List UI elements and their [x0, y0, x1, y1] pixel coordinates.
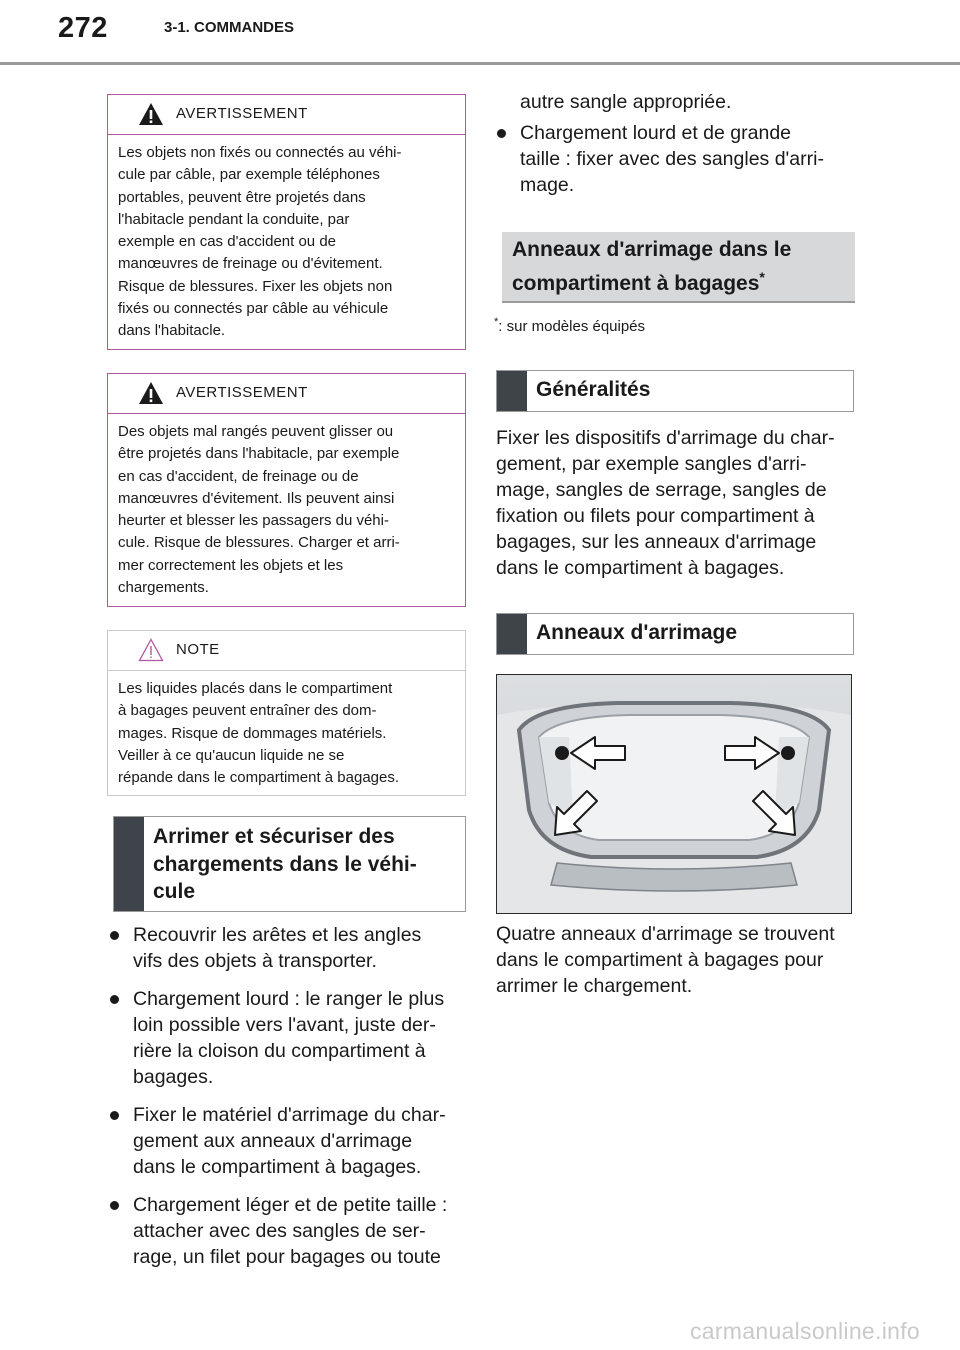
footnote: [494, 316, 645, 335]
text-line: Chargement léger et de petite taille :: [133, 1194, 448, 1216]
bullet-continuation: autre sangle appropriée.: [520, 91, 732, 113]
text-line: à bagages peuvent entraîner des dom-: [118, 702, 377, 720]
text-line: Chargement lourd : le ranger le plus: [133, 988, 445, 1010]
text-line: arrimer le chargement.: [496, 975, 693, 997]
text-line: loin possible vers l'avant, juste der-: [133, 1014, 436, 1036]
warning-box-header: [108, 95, 465, 135]
footnote-text: : sur modèles équipés: [498, 318, 646, 335]
text-line: bagages.: [133, 1066, 214, 1088]
page-number: 272: [58, 12, 108, 44]
text-line: vifs des objets à transporter.: [133, 950, 377, 972]
text-line: taille : fixer avec des sangles d'arri-: [520, 148, 824, 170]
securing-bullet-list-continued: [496, 120, 856, 210]
text-line: Risque de blessures. Fixer les objets non: [118, 277, 393, 295]
warning-text: [108, 135, 465, 343]
list-item: [109, 986, 469, 1090]
warning-triangle-icon: [138, 102, 164, 126]
list-item: [109, 922, 469, 974]
text-line: mage.: [520, 174, 575, 196]
text-line: dans le compartiment à bagages.: [496, 557, 785, 579]
text-line: cule par câble, par exemple téléphones: [118, 166, 380, 184]
text-line: Veiller à ce qu'aucun liquide ne se: [118, 746, 345, 764]
text-line: Fixer les dispositifs d'arrimage du char-: [496, 427, 835, 449]
text-line: manœuvres d'évitement. Ils peuvent ainsi: [118, 489, 395, 507]
warning-label: AVERTISSEMENT: [176, 384, 308, 401]
section-heading-lashing-rings: [496, 613, 854, 655]
text-line: chargements.: [118, 579, 209, 597]
site-watermark: carmanualsonline.info: [689, 1318, 920, 1344]
heading-line: [512, 264, 791, 298]
list-item: [109, 1192, 469, 1270]
text-line: bagages, sur les anneaux d'arrimage: [496, 531, 817, 553]
text-line: fixés ou connectés par câble au véhicule: [118, 300, 389, 318]
heading-line: cule: [153, 880, 196, 903]
rings-caption: [496, 921, 856, 999]
warning-box-2: [107, 373, 466, 607]
text-line: exemple en cas d'accident ou de: [118, 233, 337, 251]
text-line: Fixer le matériel d'arrimage du char-: [133, 1104, 446, 1126]
section-heading-secure-loads: [113, 816, 466, 912]
text-line: être projetés dans l'habitacle, par exemple: [118, 445, 400, 463]
header-divider: [0, 62, 960, 65]
note-label: NOTE: [176, 641, 220, 658]
text-line: gement, par exemple sangles d'arri-: [496, 453, 807, 475]
caution-outline-icon: [138, 638, 164, 662]
list-item: [109, 1102, 469, 1180]
text-line: Les liquides placés dans le compartiment: [118, 680, 393, 697]
text-line: gement aux anneaux d'arrimage: [133, 1130, 413, 1152]
lashing-ring-front-left: [555, 746, 569, 760]
text-line: dans l'habitacle.: [118, 322, 226, 340]
general-paragraph: [496, 425, 856, 581]
text-line: l'habitacle pendant la conduite, par: [118, 210, 350, 228]
note-box: [107, 630, 466, 796]
lashing-ring-front-right: [781, 746, 795, 760]
section-heading-trunk-rings: [502, 232, 855, 303]
text-line: Chargement lourd et de grande: [520, 122, 792, 144]
text-line: répande dans le compartiment à bagages.: [118, 769, 400, 787]
heading-text: [502, 232, 791, 301]
text-line: dans le compartiment à bagages pour: [496, 949, 824, 971]
text-line: rage, un filet pour bagages ou toute: [133, 1246, 441, 1268]
text-line: rière la cloison du compartiment à: [133, 1040, 426, 1062]
heading-text: [144, 817, 417, 911]
text-line: Recouvrir les arêtes et les angles: [133, 924, 422, 946]
note-box-header: [108, 631, 465, 671]
text-line: dans le compartiment à bagages.: [133, 1156, 422, 1178]
trunk-diagram: [497, 675, 851, 913]
text-line: fixation ou filets pour compartiment à: [496, 505, 815, 527]
text-line: mages. Risque de dommages matériels.: [118, 724, 387, 742]
text-line: Des objets mal rangés peuvent glisser ou: [118, 423, 394, 440]
heading-tab: [497, 371, 527, 411]
chapter-title: 3-1. COMMANDES: [164, 19, 295, 36]
text-line: cule. Risque de blessures. Charger et arri-: [118, 534, 400, 552]
text-line: mage, sangles de serrage, sangles de: [496, 479, 827, 501]
heading-tab: [497, 614, 527, 654]
footnote-marker: *: [494, 316, 499, 328]
text-line: attacher avec des sangles de ser-: [133, 1220, 426, 1242]
text-line: heurter et blesser les passagers du véhi-: [118, 512, 389, 530]
text-line: en cas d'accident, de freinage ou de: [118, 467, 359, 485]
warning-triangle-icon: [138, 381, 164, 405]
list-item: [496, 120, 856, 198]
heading-line: Arrimer et sécuriser des: [153, 825, 395, 848]
note-text: [108, 671, 465, 789]
footnote-marker: *: [759, 268, 765, 285]
heading-line-text: compartiment à bagages: [512, 271, 760, 295]
text-line: Quatre anneaux d'arrimage se trouvent: [496, 923, 835, 945]
text-line: manœuvres de freinage ou d'évitement.: [118, 255, 383, 273]
securing-bullet-list: [109, 922, 469, 1282]
warning-text: [108, 414, 465, 599]
trunk-illustration: [496, 674, 852, 914]
text-line: Les objets non fixés ou connectés au véhi-: [118, 144, 402, 161]
heading-tab: [114, 817, 144, 911]
warning-box-header: [108, 374, 465, 414]
text-line: portables, peuvent être projetés dans: [118, 188, 366, 206]
heading-text: Anneaux d'arrimage: [536, 621, 738, 644]
heading-text: Généralités: [536, 378, 651, 401]
warning-label: AVERTISSEMENT: [176, 105, 308, 122]
section-heading-general: [496, 370, 854, 412]
text-line: mer correctement les objets et les: [118, 556, 344, 574]
heading-line: Anneaux d'arrimage dans le: [512, 238, 792, 261]
warning-box-1: [107, 94, 466, 350]
heading-line: chargements dans le véhi-: [153, 852, 417, 876]
